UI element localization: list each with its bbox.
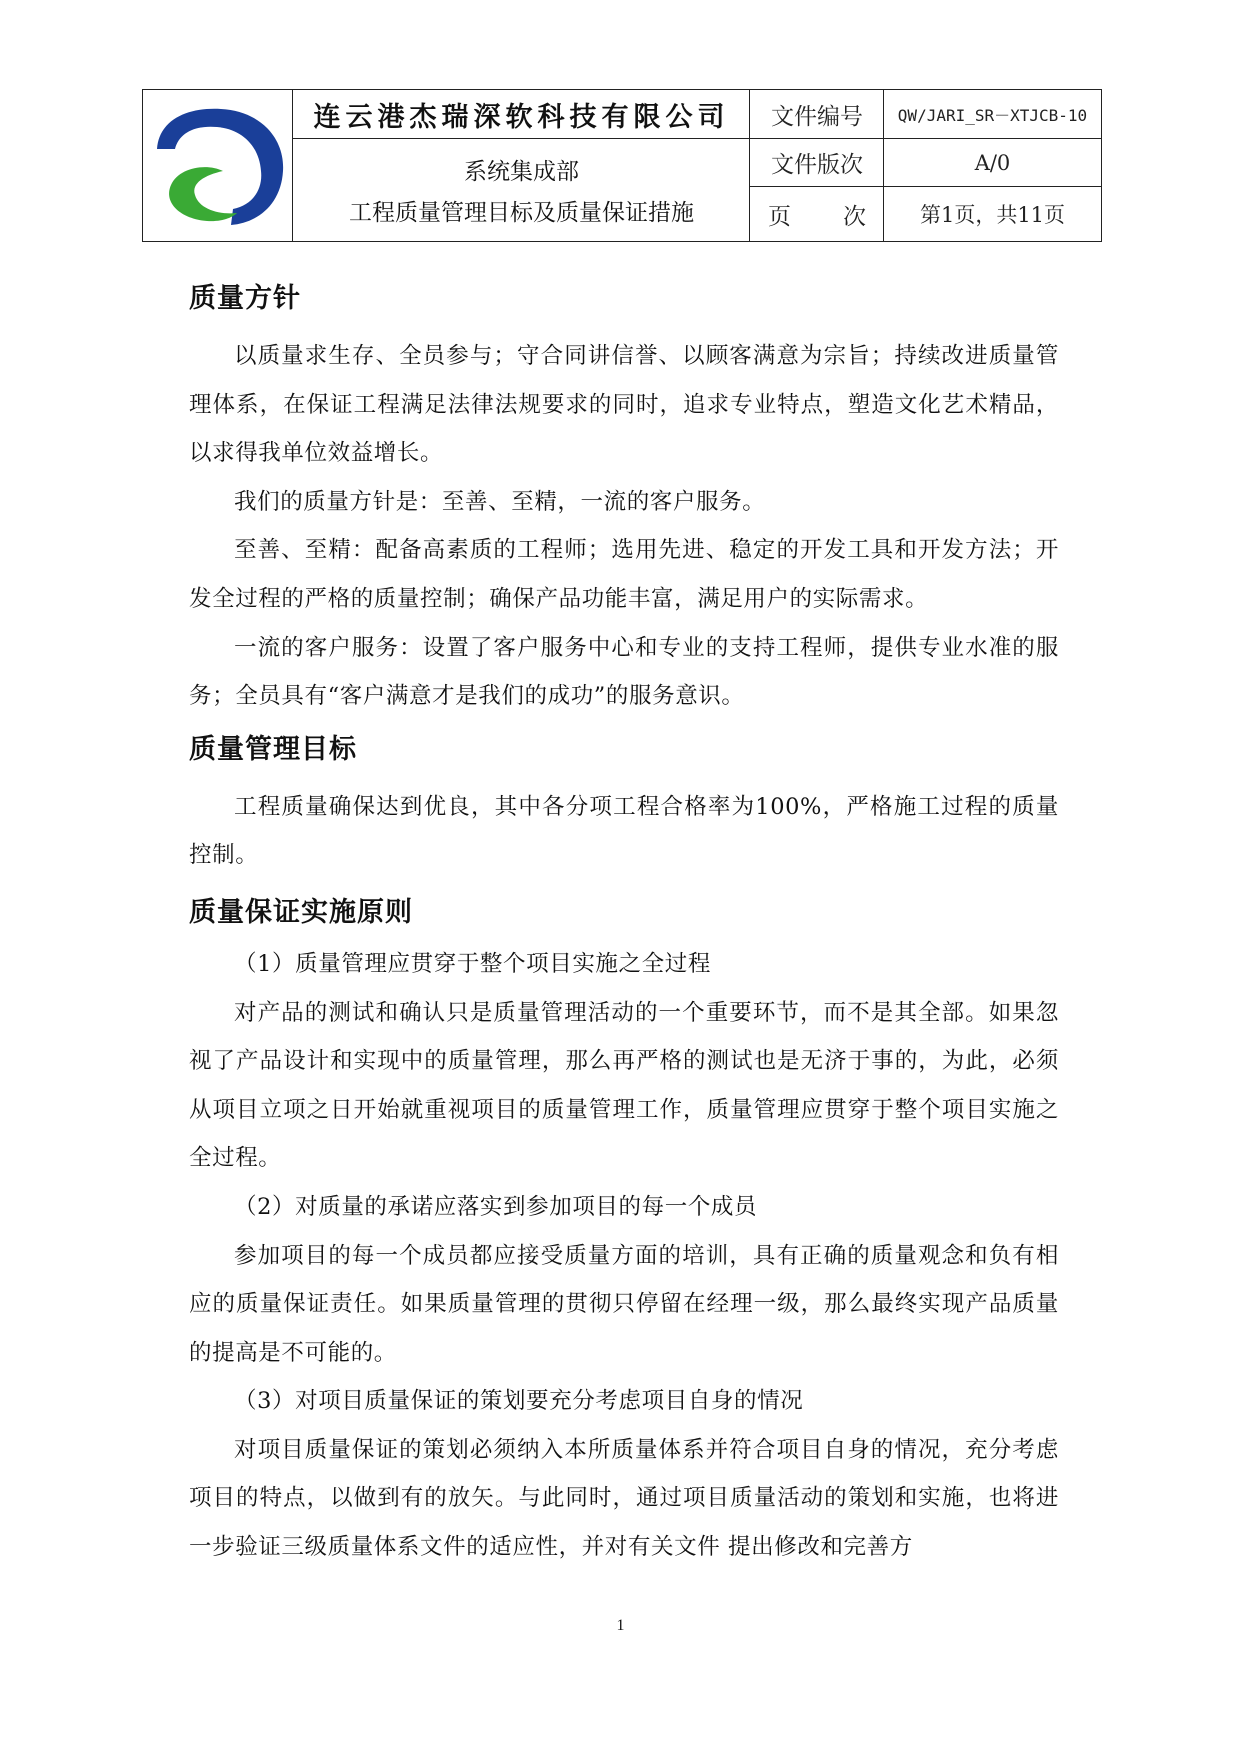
file-number-label: 文件编号 [771, 103, 863, 130]
document-body [189, 272, 1059, 1572]
paragraph: 工程质量确保达到优良，其中各分项工程合格率为100%，严格施工过程的质量控制。 [189, 793, 1059, 869]
paragraph: 参加项目的每一个成员都应接受质量方面的培训，具有正确的质量观念和负有相应的质量保证责任。如果质量管理的贯彻只停留在经理一级，那么最终实现产品质量的提高是不可能的。 [189, 1242, 1059, 1366]
department-title-block [293, 139, 750, 241]
page-label-left: 页 [768, 203, 791, 230]
list-item-heading: （3）对项目质量保证的策划要充分考虑项目自身的情况 [234, 1388, 804, 1415]
version-label: 文件版次 [771, 152, 863, 178]
paragraph: 以质量求生存、全员参与；守合同讲信誉、以顾客满意为宗旨；持续改进质量管理体系，在保证工程满足法律法规要求的同时，追求专业特点，塑造文化艺术精品，以求得我单位效益增长。 [189, 343, 1059, 467]
section-heading-principles: 质量保证实施原则 [189, 896, 413, 928]
list-item-heading: （1）质量管理应贯穿于整个项目实施之全过程 [234, 950, 711, 977]
logo-icon [149, 105, 287, 227]
version-value: A/0 [974, 150, 1011, 175]
section-heading-goals: 质量管理目标 [189, 733, 357, 765]
document-title: 工程质量管理目标及质量保证措施 [349, 200, 694, 226]
file-number-value: QW/JARI_SR－XTJCB-10 [897, 105, 1088, 125]
company-logo [143, 90, 293, 241]
page-count-value: 第1页，共11页 [919, 203, 1066, 227]
company-name: 连云港杰瑞深软科技有限公司 [313, 102, 730, 133]
page-label-right: 次 [843, 203, 866, 230]
paragraph: 一流的客户服务：设置了客户服务中心和专业的支持工程师，提供专业水准的服务；全员具有“客户满意才是我们的成功”的服务意识。 [189, 634, 1059, 710]
department-name: 系统集成部 [464, 159, 579, 185]
paragraph: 至善、至精：配备高素质的工程师；选用先进、稳定的开发工具和开发方法；开发全过程的严格的质量控制；确保产品功能丰富，满足用户的实际需求。 [189, 537, 1059, 612]
list-item-heading: （2）对质量的承诺应落实到参加项目的每一个成员 [234, 1193, 758, 1220]
document-header-table [142, 89, 1102, 242]
paragraph: 对产品的测试和确认只是质量管理活动的一个重要环节，而不是其全部。如果忽视了产品设计和实现中的质量管理，那么再严格的测试也是无济于事的，为此，必须从项目立项之日开始就重视项目的质量管理工作，质量管理应贯穿于整个项目实施之全过程。 [189, 999, 1059, 1172]
section-heading-policy: 质量方针 [189, 283, 301, 314]
paragraph: 我们的质量方针是：至善、至精，一流的客户服务。 [234, 488, 766, 515]
page-number: 1 [616, 1617, 625, 1634]
page-label [750, 187, 884, 241]
paragraph: 对项目质量保证的策划必须纳入本所质量体系并符合项目自身的情况，充分考虑项目的特点，以做到有的放矢。与此同时，通过项目质量活动的策划和实施，也将进一步验证三级质量体系文件的适应性，并对有关文件 提出修改和完善方 [189, 1436, 1059, 1561]
